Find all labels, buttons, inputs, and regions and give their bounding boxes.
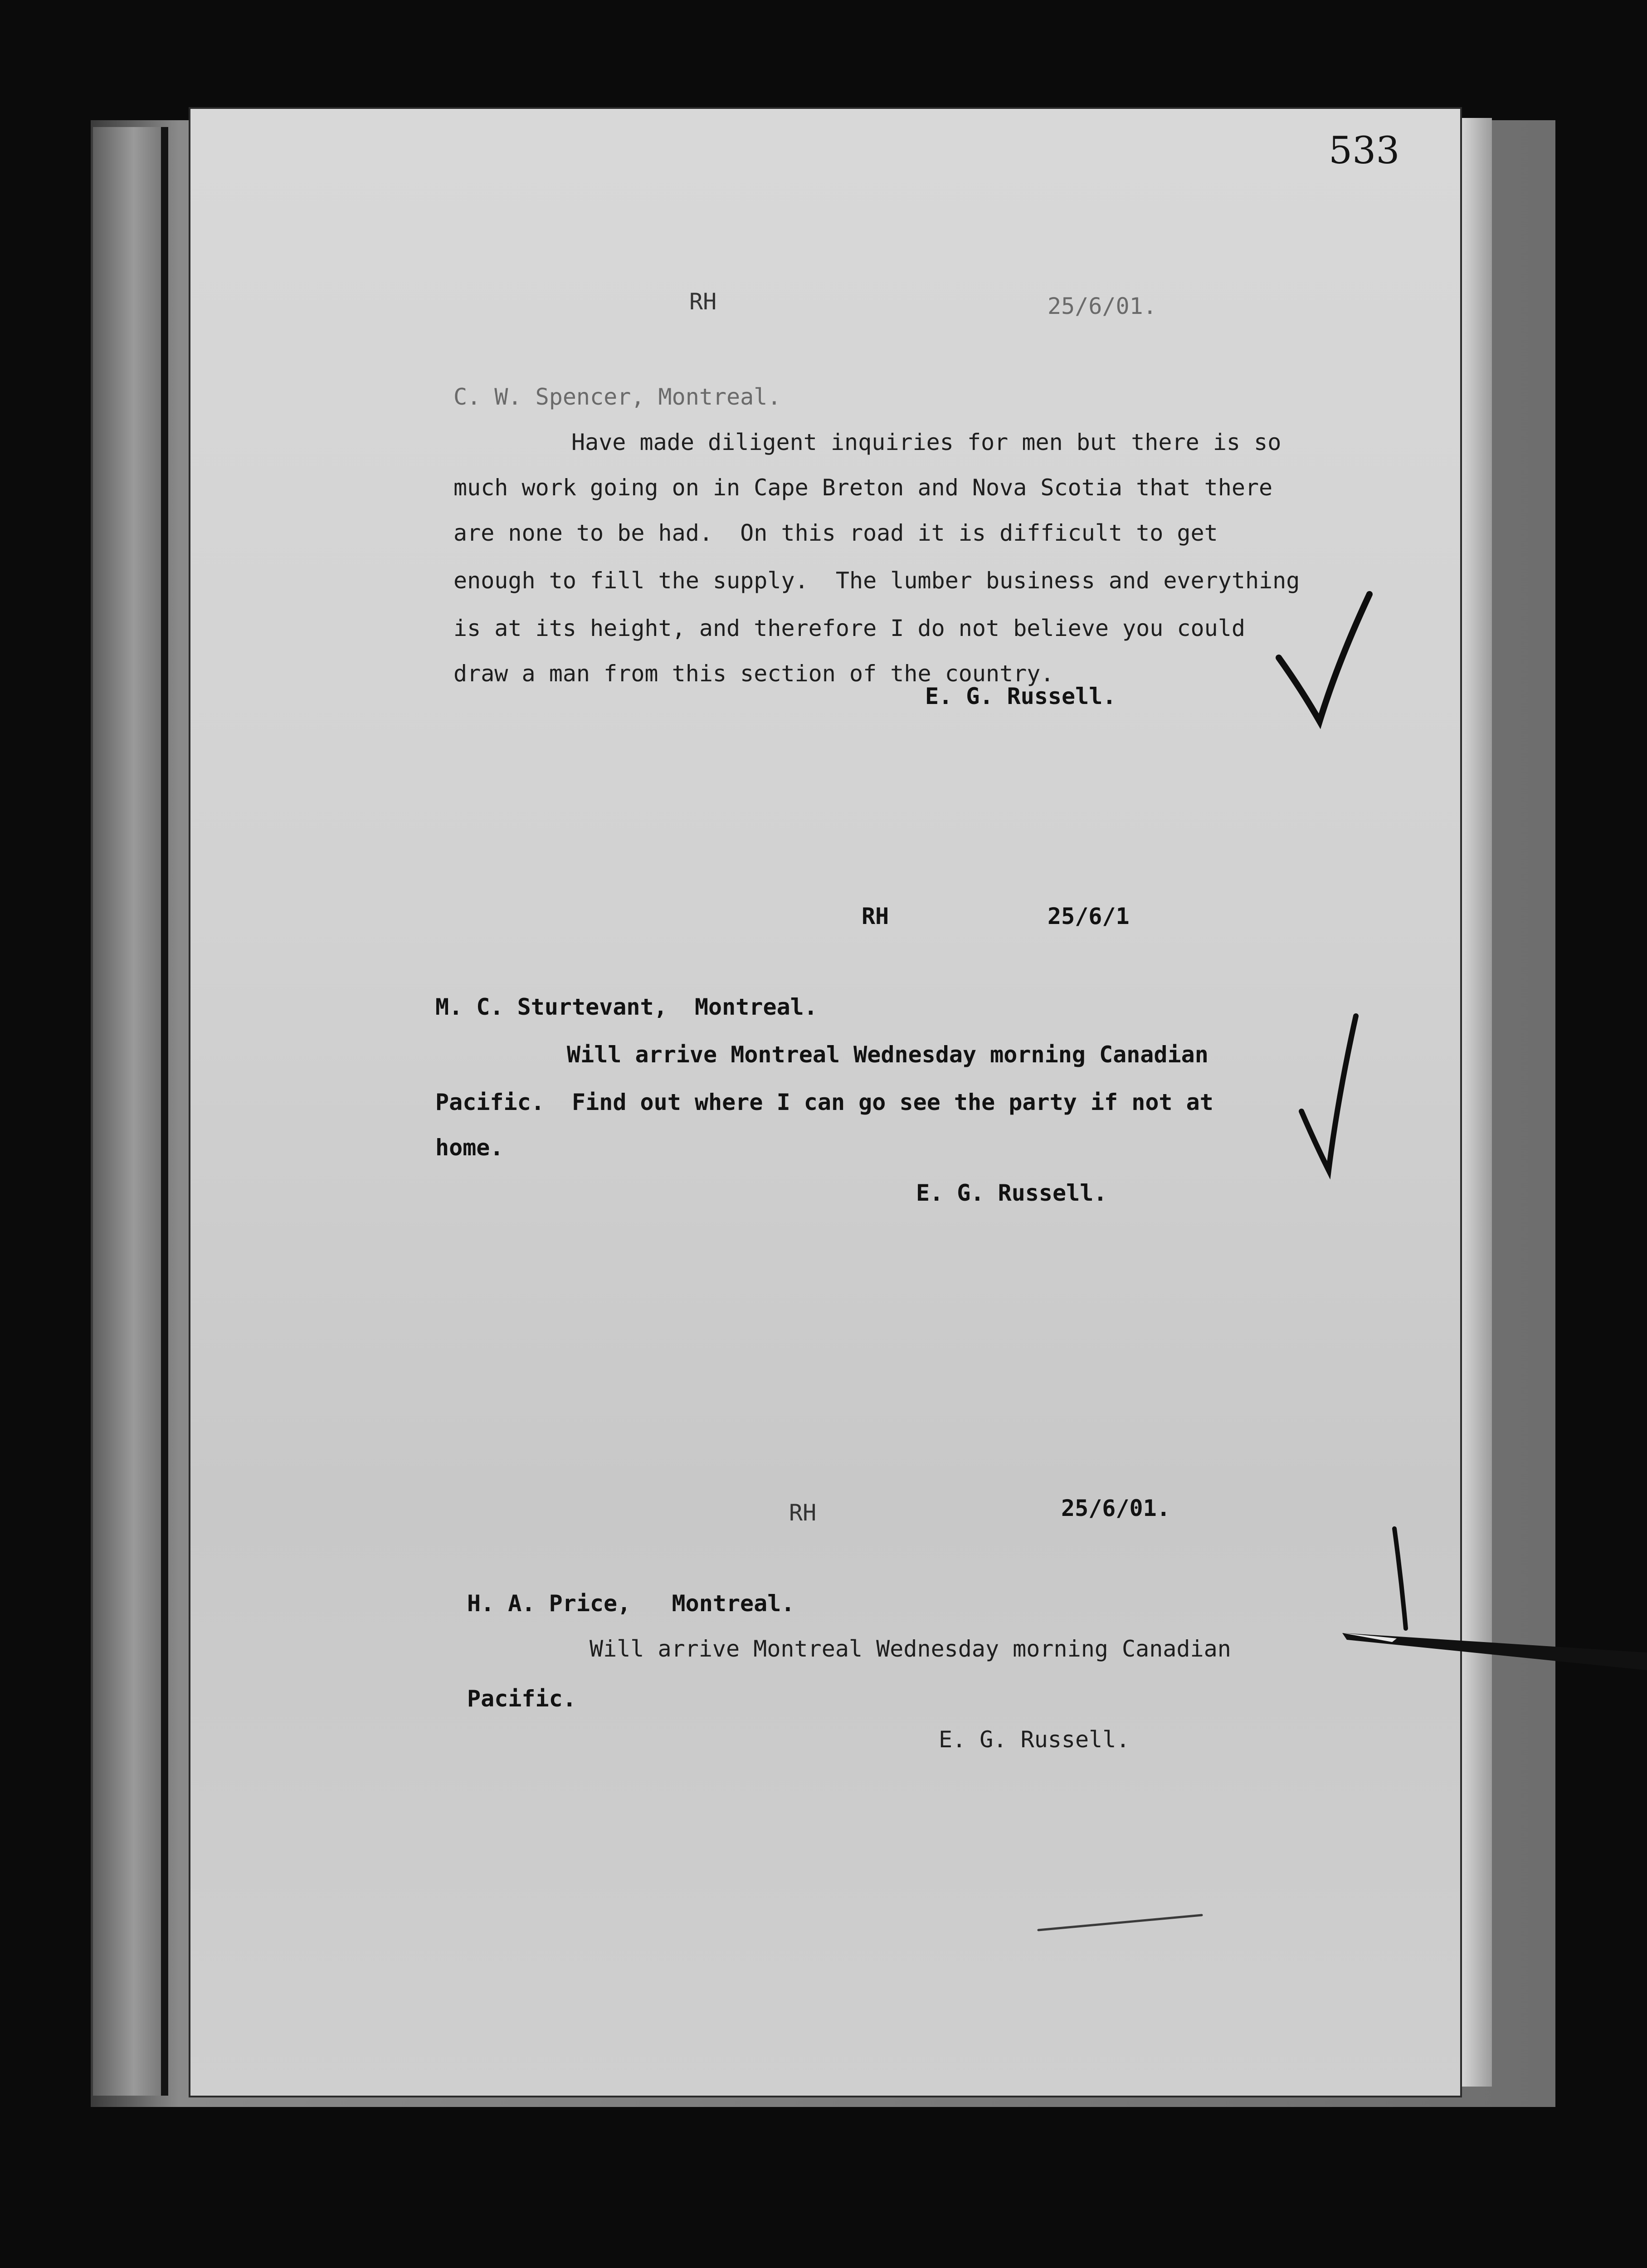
telegram-2-body-line: Pacific. Find out where I can go see the party if not at (435, 1089, 1213, 1115)
telegram-1-body-line: Have made diligent inquiries for men but there is so (571, 429, 1282, 455)
telegram-1-body-line: much work going on in Cape Breton and Nova Scotia that there (453, 474, 1273, 501)
page-number: 533 (1329, 129, 1400, 172)
telegram-3-code: RH (789, 1500, 817, 1526)
telegram-3-addressee: H. A. Price, Montreal. (467, 1590, 795, 1617)
telegram-1-body-line: are none to be had. On this road it is difficult to get (453, 520, 1218, 546)
telegram-1-addressee: C. W. Spencer, Montreal. (453, 384, 781, 410)
telegram-1-signature: E. G. Russell. (925, 683, 1116, 709)
telegram-2-code: RH (862, 903, 889, 929)
checkmark-icon (1297, 1007, 1369, 1179)
telegram-1-date: 25/6/01. (1048, 293, 1157, 319)
telegram-2-body-line: Will arrive Montreal Wednesday morning Canadian (567, 1041, 1208, 1068)
telegram-3-body-line: Will arrive Montreal Wednesday morning Canadian (590, 1636, 1231, 1662)
telegram-2-body-line: home. (435, 1134, 504, 1161)
adjacent-page-edge (93, 127, 168, 2096)
checkmark-icon (1270, 585, 1388, 744)
telegram-1-code: RH (689, 288, 717, 315)
telegram-1-body-line: is at its height, and therefore I do not believe you could (453, 615, 1245, 641)
telegram-2-addressee: M. C. Sturtevant, Montreal. (435, 994, 818, 1020)
telegram-1-body-line: enough to fill the supply. The lumber business and everything (453, 567, 1300, 594)
telegram-1-body-line: draw a man from this section of the country. (453, 660, 1054, 687)
telegram-3-signature: E. G. Russell. (939, 1726, 1130, 1753)
pencil-mark-icon (1034, 1910, 1206, 1937)
telegram-2-signature: E. G. Russell. (916, 1180, 1107, 1206)
telegram-3-body-line: Pacific. (467, 1686, 576, 1712)
telegram-2-date: 25/6/1 (1048, 903, 1130, 929)
telegram-3-date: 25/6/01. (1061, 1495, 1170, 1521)
pen-pointer-icon (1342, 1615, 1647, 1678)
